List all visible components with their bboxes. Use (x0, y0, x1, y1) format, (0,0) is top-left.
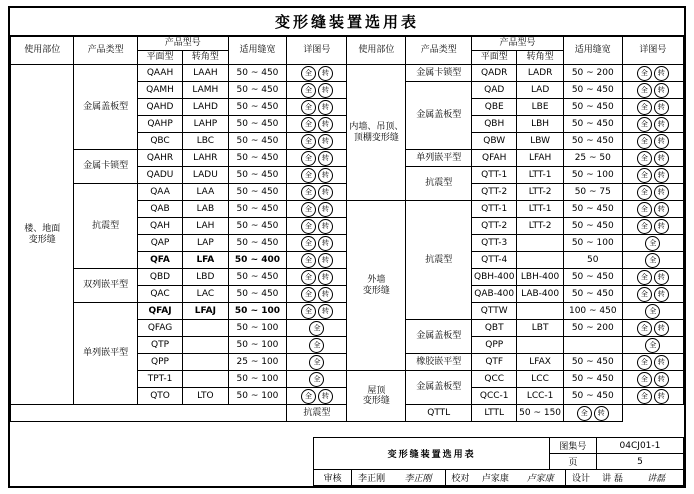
detail-ref-icon: 全 (637, 321, 652, 336)
model-plane-cell: QBE (472, 99, 517, 116)
width-cell: 50 ~ 200 (563, 320, 622, 337)
width-cell: 50 ~ 450 (563, 269, 622, 286)
model-corner-cell (517, 303, 563, 320)
detail-ref-icon: 转 (654, 372, 669, 387)
selection-table (10, 36, 684, 422)
detail-ref-icon: 全 (637, 389, 652, 404)
model-plane-cell: QAC (137, 286, 182, 303)
detail-ref-icon: 全 (637, 151, 652, 166)
model-corner-cell: LFAJ (183, 303, 228, 320)
detail-ref-icon: 转 (654, 151, 669, 166)
detail-ref-icon: 全 (301, 151, 316, 166)
detail-ref-icon: 转 (318, 134, 333, 149)
detail-cell (287, 337, 347, 354)
detail-cell (287, 354, 347, 371)
check-label: 校对 (451, 474, 470, 484)
detail-ref-icon: 转 (654, 287, 669, 302)
table-header-row-1 (11, 37, 684, 51)
width-cell: 50 ~ 450 (228, 99, 287, 116)
detail-ref-icon: 转 (318, 270, 333, 285)
detail-ref-icon: 转 (318, 219, 333, 234)
use-part-right: 屋顶 变形缝 (347, 371, 406, 422)
width-cell: 50 ~ 100 (228, 320, 287, 337)
model-corner-cell: LAHR (183, 150, 228, 167)
model-plane-cell: QCC (472, 371, 517, 388)
width-cell: 50 ~ 100 (563, 235, 622, 252)
model-plane-cell: QTT-1 (472, 201, 517, 218)
detail-ref-icon: 转 (654, 83, 669, 98)
model-corner-cell: LFAH (517, 150, 563, 167)
width-cell: 50 ~ 450 (228, 133, 287, 150)
model-corner-cell: LAD (517, 82, 563, 99)
detail-cell (622, 303, 683, 320)
detail-cell (563, 405, 622, 422)
model-plane-cell: QBT (472, 320, 517, 337)
width-cell: 50 ~ 450 (563, 371, 622, 388)
width-cell: 50 ~ 450 (228, 269, 287, 286)
detail-ref-icon: 转 (654, 134, 669, 149)
model-plane-cell: QFAG (137, 320, 182, 337)
th-width-left: 适用缝宽 (228, 37, 287, 65)
model-corner-cell: LTT-2 (517, 218, 563, 235)
model-plane-cell: QTTL (406, 405, 472, 422)
detail-cell (622, 354, 683, 371)
detail-cell (287, 371, 347, 388)
model-plane-cell: QBH-400 (472, 269, 517, 286)
model-plane-cell: QPP (137, 354, 182, 371)
product-type-cell: 金属卡锁型 (74, 150, 137, 184)
detail-ref-icon: 全 (301, 83, 316, 98)
th-product-type-left: 产品类型 (74, 37, 137, 65)
review-signature: 李正刚 (392, 470, 446, 485)
check-name: 卢家康 (481, 474, 509, 484)
width-cell: 50 ~ 100 (228, 303, 287, 320)
th-corner-left: 转角型 (183, 51, 228, 65)
product-type-cell: 金属盖板型 (406, 320, 472, 354)
model-corner-cell (517, 337, 563, 354)
width-cell: 50 ~ 200 (563, 65, 622, 82)
model-corner-cell: LAA (183, 184, 228, 201)
model-corner-cell: LBE (517, 99, 563, 116)
detail-ref-icon: 全 (637, 168, 652, 183)
detail-cell (622, 116, 683, 133)
model-plane-cell: QAB (137, 201, 182, 218)
detail-ref-icon: 全 (645, 236, 660, 251)
product-type-cell: 双列嵌平型 (74, 269, 137, 303)
use-part-right: 外墙 变形缝 (347, 201, 406, 371)
width-cell: 50 ~ 450 (563, 218, 622, 235)
detail-ref-icon: 全 (301, 202, 316, 217)
detail-cell (287, 235, 347, 252)
th-plane-left: 平面型 (137, 51, 182, 65)
model-plane-cell: QTO (137, 388, 182, 405)
detail-cell (622, 388, 683, 405)
model-plane-cell: QCC-1 (472, 388, 517, 405)
model-corner-cell: LBH-400 (517, 269, 563, 286)
model-plane-cell: QAA (137, 184, 182, 201)
detail-ref-icon: 全 (577, 406, 592, 421)
table-row (11, 65, 684, 82)
detail-cell (287, 201, 347, 218)
th-use-part-left: 使用部位 (11, 37, 74, 65)
use-part-left: 楼、地面 变形缝 (11, 65, 74, 405)
model-plane-cell: QAHD (137, 99, 182, 116)
width-cell: 25 ~ 50 (563, 150, 622, 167)
title-block (10, 437, 684, 486)
width-cell: 50 ~ 150 (517, 405, 563, 422)
detail-ref-icon: 全 (637, 117, 652, 132)
model-plane-cell: QBD (137, 269, 182, 286)
detail-ref-icon: 转 (318, 66, 333, 81)
detail-ref-icon: 全 (301, 185, 316, 200)
detail-ref-icon: 全 (637, 270, 652, 285)
model-corner-cell: LAMH (183, 82, 228, 99)
detail-cell (287, 65, 347, 82)
detail-cell (287, 252, 347, 269)
model-plane-cell: QAAH (137, 65, 182, 82)
detail-cell (287, 99, 347, 116)
th-product-type-right: 产品类型 (406, 37, 472, 65)
model-corner-cell (183, 320, 228, 337)
th-detail-right: 详图号 (622, 37, 683, 65)
detail-ref-icon: 全 (637, 219, 652, 234)
detail-cell (622, 320, 683, 337)
model-plane-cell: QAP (137, 235, 182, 252)
model-corner-cell: LTT-1 (517, 167, 563, 184)
detail-cell (622, 99, 683, 116)
detail-ref-icon: 转 (318, 287, 333, 302)
detail-cell (287, 320, 347, 337)
detail-ref-icon: 转 (318, 83, 333, 98)
model-plane-cell: QTTW (472, 303, 517, 320)
width-cell: 50 ~ 100 (563, 167, 622, 184)
detail-ref-icon: 全 (301, 134, 316, 149)
detail-ref-icon: 全 (645, 338, 660, 353)
design-name: 讲 磊 (602, 474, 624, 484)
product-type-cell: 抗震型 (287, 405, 347, 422)
model-corner-cell: LAAH (183, 65, 228, 82)
detail-cell (287, 388, 347, 405)
detail-ref-icon: 全 (637, 83, 652, 98)
detail-ref-icon: 转 (654, 355, 669, 370)
width-cell: 50 ~ 450 (228, 150, 287, 167)
detail-ref-icon: 全 (645, 304, 660, 319)
model-corner-cell: LBH (517, 116, 563, 133)
model-corner-cell: LBT (517, 320, 563, 337)
detail-ref-icon: 全 (309, 321, 324, 336)
detail-cell (287, 184, 347, 201)
model-plane-cell: QAB-400 (472, 286, 517, 303)
detail-ref-icon: 转 (318, 253, 333, 268)
product-type-cell: 金属盖板型 (74, 65, 137, 150)
detail-cell (287, 269, 347, 286)
model-corner-cell: LAB (183, 201, 228, 218)
detail-cell (287, 116, 347, 133)
detail-ref-icon: 全 (637, 287, 652, 302)
model-corner-cell: LFA (183, 252, 228, 269)
album-label: 图集号 (549, 438, 596, 454)
detail-ref-icon: 转 (654, 202, 669, 217)
model-plane-cell: QFA (137, 252, 182, 269)
width-cell: 50 ~ 450 (563, 99, 622, 116)
detail-ref-icon: 转 (654, 100, 669, 115)
use-part-right: 内墙、吊顶、顶棚变形缝 (347, 65, 406, 201)
width-cell: 50 ~ 450 (563, 354, 622, 371)
detail-cell (287, 303, 347, 320)
detail-ref-icon: 全 (645, 253, 660, 268)
model-corner-cell: LBD (183, 269, 228, 286)
detail-ref-icon: 全 (309, 338, 324, 353)
width-cell: 50 ~ 450 (228, 218, 287, 235)
model-corner-cell (183, 337, 228, 354)
model-corner-cell (517, 235, 563, 252)
model-corner-cell: LAH (183, 218, 228, 235)
th-detail-left: 详图号 (287, 37, 347, 65)
th-use-part-right: 使用部位 (347, 37, 406, 65)
width-cell: 50 ~ 450 (563, 201, 622, 218)
model-plane-cell: QTT-3 (472, 235, 517, 252)
th-width-right: 适用缝宽 (563, 37, 622, 65)
model-plane-cell: QFAH (472, 150, 517, 167)
review-label: 审核 (314, 470, 351, 485)
width-cell: 50 ~ 450 (228, 235, 287, 252)
width-cell: 25 ~ 100 (228, 354, 287, 371)
product-type-cell: 金属卡锁型 (406, 65, 472, 82)
title-block-table (10, 437, 684, 486)
width-cell: 50 ~ 450 (563, 82, 622, 99)
model-corner-cell: LADU (183, 167, 228, 184)
model-corner-cell: LFAX (517, 354, 563, 371)
model-plane-cell: QADU (137, 167, 182, 184)
detail-ref-icon: 全 (301, 304, 316, 319)
model-plane-cell: QPP (472, 337, 517, 354)
detail-ref-icon: 转 (654, 185, 669, 200)
model-plane-cell: QBH (472, 116, 517, 133)
model-plane-cell: QADR (472, 65, 517, 82)
page-value: 5 (596, 454, 683, 470)
model-plane-cell: QBC (137, 133, 182, 150)
detail-cell (287, 167, 347, 184)
review-name: 李正刚 (358, 474, 386, 484)
width-cell: 50 ~ 450 (563, 286, 622, 303)
width-cell: 50 ~ 450 (563, 388, 622, 405)
detail-ref-icon: 全 (301, 117, 316, 132)
model-corner-cell (517, 252, 563, 269)
title-block-row-1 (10, 438, 684, 454)
detail-cell (622, 252, 683, 269)
model-corner-cell: LTO (183, 388, 228, 405)
product-type-cell: 金属盖板型 (406, 82, 472, 150)
detail-ref-icon: 全 (637, 134, 652, 149)
width-cell: 50 ~ 450 (228, 116, 287, 133)
detail-ref-icon: 转 (654, 270, 669, 285)
page-title: 变形缝装置选用表 (10, 8, 684, 36)
detail-ref-icon: 全 (637, 355, 652, 370)
th-plane-right: 平面型 (472, 51, 517, 65)
detail-ref-icon: 全 (637, 66, 652, 81)
detail-ref-icon: 全 (309, 355, 324, 370)
detail-ref-icon: 全 (301, 236, 316, 251)
model-corner-cell: LADR (517, 65, 563, 82)
detail-cell (287, 218, 347, 235)
model-plane-cell: QTT-4 (472, 252, 517, 269)
detail-ref-icon: 转 (654, 66, 669, 81)
table-body (11, 65, 684, 422)
detail-ref-icon: 全 (301, 270, 316, 285)
width-cell: 50 ~ 450 (563, 116, 622, 133)
detail-ref-icon: 全 (301, 389, 316, 404)
product-type-cell: 橡胶嵌平型 (406, 354, 472, 371)
product-type-cell: 抗震型 (406, 201, 472, 320)
detail-ref-icon: 全 (637, 100, 652, 115)
th-product-model-right: 产品型号 (472, 37, 564, 51)
width-cell: 50 ~ 450 (228, 184, 287, 201)
width-cell: 50 ~ 100 (228, 337, 287, 354)
detail-cell (622, 184, 683, 201)
model-corner-cell: LBW (517, 133, 563, 150)
page-label: 页 (549, 454, 596, 470)
design-signature: 讲磊 (647, 474, 666, 484)
detail-ref-icon: 转 (318, 168, 333, 183)
design-label: 设计 (572, 474, 591, 484)
detail-ref-icon: 转 (318, 236, 333, 251)
detail-cell (622, 269, 683, 286)
width-cell: 50 ~ 450 (228, 167, 287, 184)
detail-cell (287, 150, 347, 167)
detail-cell (622, 65, 683, 82)
footer-title: 变形缝装置选用表 (314, 438, 549, 470)
detail-ref-icon: 转 (318, 389, 333, 404)
width-cell: 50 ~ 450 (228, 286, 287, 303)
detail-ref-icon: 转 (654, 168, 669, 183)
detail-cell (622, 286, 683, 303)
detail-cell (287, 82, 347, 99)
model-corner-cell: LCC (517, 371, 563, 388)
width-cell: 50 ~ 75 (563, 184, 622, 201)
detail-ref-icon: 转 (594, 406, 609, 421)
signature-row (10, 470, 684, 486)
product-type-cell: 单列嵌平型 (74, 303, 137, 405)
detail-cell (622, 218, 683, 235)
model-corner-cell: LAB-400 (517, 286, 563, 303)
detail-ref-icon: 全 (301, 287, 316, 302)
sheet-border (8, 6, 686, 488)
model-plane-cell: TPT-1 (137, 371, 182, 388)
detail-ref-icon: 转 (654, 219, 669, 234)
model-corner-cell: LTT-1 (517, 201, 563, 218)
detail-ref-icon: 全 (637, 185, 652, 200)
detail-ref-icon: 转 (318, 202, 333, 217)
model-plane-cell: QFAJ (137, 303, 182, 320)
th-product-model-left: 产品型号 (137, 37, 228, 51)
detail-ref-icon: 全 (309, 372, 324, 387)
model-plane-cell: QBW (472, 133, 517, 150)
detail-ref-icon: 全 (301, 66, 316, 81)
model-corner-cell: LAHP (183, 116, 228, 133)
model-plane-cell: QAD (472, 82, 517, 99)
model-plane-cell: QTT-2 (472, 184, 517, 201)
detail-ref-icon: 转 (318, 304, 333, 319)
detail-ref-icon: 全 (301, 219, 316, 234)
width-cell: 50 ~ 100 (228, 388, 287, 405)
detail-cell (622, 82, 683, 99)
detail-ref-icon: 转 (318, 100, 333, 115)
product-type-cell: 单列嵌平型 (406, 150, 472, 167)
model-plane-cell: QTT-2 (472, 218, 517, 235)
detail-ref-icon: 转 (654, 117, 669, 132)
width-cell: 50 ~ 400 (228, 252, 287, 269)
detail-ref-icon: 全 (637, 372, 652, 387)
detail-ref-icon: 转 (318, 185, 333, 200)
check-signature: 卢家康 (515, 470, 565, 485)
product-type-cell: 抗震型 (74, 184, 137, 269)
detail-cell (287, 286, 347, 303)
empty-left-cell (11, 405, 287, 422)
model-plane-cell: QAH (137, 218, 182, 235)
width-cell: 50 ~ 450 (228, 201, 287, 218)
width-cell: 50 ~ 450 (228, 82, 287, 99)
model-corner-cell: LAP (183, 235, 228, 252)
detail-cell (622, 337, 683, 354)
detail-cell (622, 167, 683, 184)
detail-cell (622, 235, 683, 252)
detail-ref-icon: 全 (301, 100, 316, 115)
model-corner-cell: LTT-2 (517, 184, 563, 201)
product-type-cell: 金属盖板型 (406, 371, 472, 405)
model-corner-cell: LCC-1 (517, 388, 563, 405)
detail-ref-icon: 全 (301, 168, 316, 183)
detail-ref-icon: 全 (301, 253, 316, 268)
width-cell: 50 ~ 100 (228, 371, 287, 388)
detail-ref-icon: 转 (318, 151, 333, 166)
model-plane-cell: QAHP (137, 116, 182, 133)
detail-cell (622, 201, 683, 218)
model-plane-cell: QTT-1 (472, 167, 517, 184)
model-corner-cell (183, 371, 228, 388)
detail-cell (622, 371, 683, 388)
model-plane-cell: QAHR (137, 150, 182, 167)
width-cell: 50 ~ 450 (563, 133, 622, 150)
product-type-cell: 抗震型 (406, 167, 472, 201)
detail-ref-icon: 全 (637, 202, 652, 217)
model-plane-cell: QAMH (137, 82, 182, 99)
model-plane-cell: QTF (472, 354, 517, 371)
detail-ref-icon: 转 (654, 321, 669, 336)
width-cell: 50 (563, 252, 622, 269)
model-plane-cell: QTP (137, 337, 182, 354)
width-cell: 50 ~ 450 (228, 65, 287, 82)
width-cell: 100 ~ 450 (563, 303, 622, 320)
album-value: 04CJ01-1 (596, 438, 683, 454)
detail-cell (287, 133, 347, 150)
detail-ref-icon: 转 (318, 117, 333, 132)
model-corner-cell: LAHD (183, 99, 228, 116)
detail-ref-icon: 转 (654, 389, 669, 404)
width-cell (563, 337, 622, 354)
detail-cell (622, 133, 683, 150)
model-corner-cell (183, 354, 228, 371)
model-corner-cell: LTTL (472, 405, 517, 422)
th-corner-right: 转角型 (517, 51, 563, 65)
model-corner-cell: LBC (183, 133, 228, 150)
detail-cell (622, 150, 683, 167)
model-corner-cell: LAC (183, 286, 228, 303)
